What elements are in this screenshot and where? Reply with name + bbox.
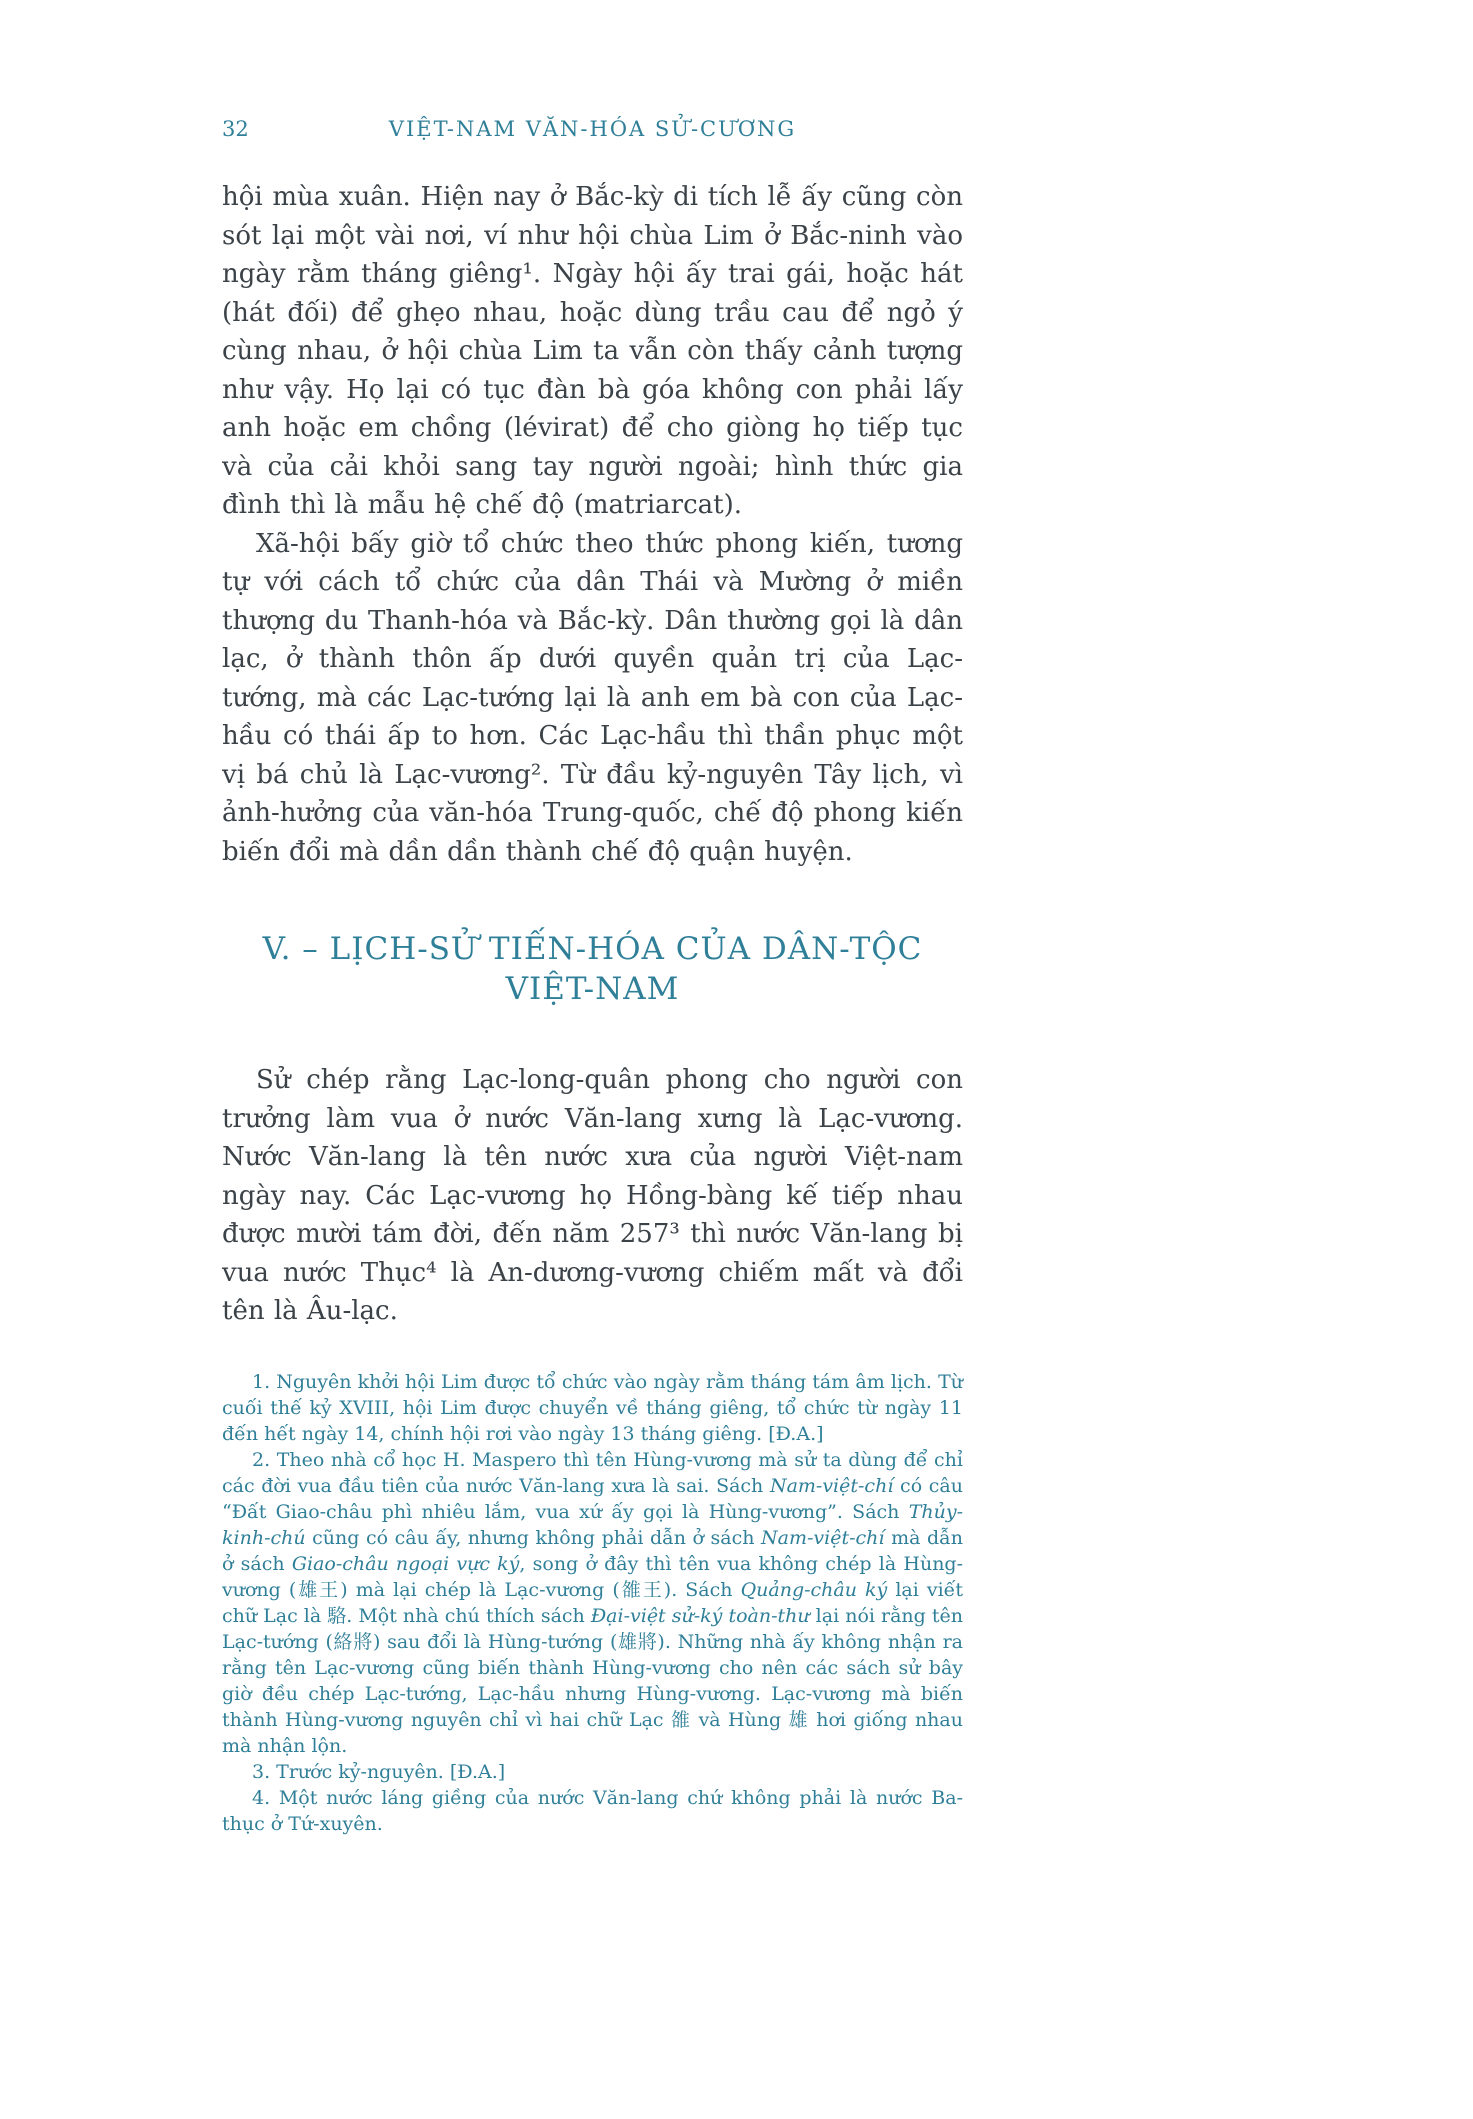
footnote-text: 3. Trước kỷ-nguyên. [Đ.A.] bbox=[252, 1760, 506, 1783]
footnote-text: lại nói rằng tên Lạc-tướng (絡將) sau đổi là Hùng-tướng (雄將). Những nhà ấy không nhận ra rằng tên Lạc-vương cũng biến thành Hùng-vương cho nên các sách sử bây giờ đều chép Lạc-tướng, Lạc-hầu nhưng Hùng-vương. Lạc-vương mà biến thành Hùng-vương nguyên chỉ vì hai chữ Lạc 雒 và Hùng 雄 hơi giống nhau mà nhận lộn. bbox=[222, 1604, 963, 1757]
footnote-4 bbox=[222, 1785, 963, 1837]
paragraph-history: Sử chép rằng Lạc-long-quân phong cho người con trưởng làm vua ở nước Văn-lang xưng là Lạc-vương. Nước Văn-lang là tên nước xưa của người Việt-nam ngày nay. Các Lạc-vương họ Hồng-bàng kế tiếp nhau được mười tám đời, đến năm 257³ thì nước Văn-lang bị vua nước Thục⁴ là An-dương-vương chiếm mất và đổi tên là Âu-lạc. bbox=[222, 1065, 963, 1326]
page-header bbox=[222, 116, 963, 142]
footnote-text: 4. Một nước láng giềng của nước Văn-lang chứ không phải là nước Ba-thục ở Tứ-xuyên. bbox=[222, 1786, 963, 1835]
footnote-book-title: Thủy-kinh-chú bbox=[222, 1500, 963, 1549]
footnote-book-title: Quảng-châu ký bbox=[740, 1578, 888, 1601]
footnote-2 bbox=[222, 1447, 963, 1759]
footnote-text: mà dẫn ở sách bbox=[222, 1526, 963, 1575]
footnote-text: có câu “Đất Giao-châu phì nhiêu lắm, vua xứ ấy gọi là Hùng-vương”. Sách bbox=[222, 1474, 963, 1523]
footnote-text: 1. Nguyên khởi hội Lim được tổ chức vào ngày rằm tháng tám âm lịch. Từ cuối thế kỷ XVIII, hội Lim được chuyển về tháng giêng, tổ chức từ ngày 11 đến hết ngày 14, chính hội rơi vào ngày 13 tháng giêng. [Đ.A.] bbox=[222, 1370, 963, 1445]
paragraph-society: Xã-hội bấy giờ tổ chức theo thức phong kiến, tương tự với cách tổ chức của dân Thái và Mường ở miền thượng du Thanh-hóa và Bắc-kỳ. Dân thường gọi là dân lạc, ở thành thôn ấp dưới quyền quản trị của Lạc-tướng, mà các Lạc-tướng lại là anh em bà con của Lạc-hầu có thái ấp to hơn. Các Lạc-hầu thì thần phục một vị bá chủ là Lạc-vương². Từ đầu kỷ-nguyên Tây lịch, vì ảnh-hưởng của văn-hóa Trung-quốc, chế độ phong kiến biến đổi mà dần dần thành chế độ quận huyện. bbox=[222, 528, 963, 867]
footnote-text: cũng có câu ấy, nhưng không phải dẫn ở sách bbox=[305, 1526, 762, 1549]
footnote-text: 2. Theo nhà cổ học H. Maspero thì tên Hùng-vương mà sử ta dùng để chỉ các đời vua đầu tiên của nước Văn-lang xưa là sai. Sách bbox=[222, 1448, 963, 1497]
footnote-book-title: Nam-việt-chí bbox=[769, 1474, 894, 1497]
paragraph-continuation: hội mùa xuân. Hiện nay ở Bắc-kỳ di tích lễ ấy cũng còn sót lại một vài nơi, ví như hội chùa Lim ở Bắc-ninh vào ngày rằm tháng giêng¹. Ngày hội ấy trai gái, hoặc hát (hát đối) để ghẹo nhau, hoặc dùng trầu cau để ngỏ ý cùng nhau, ở hội chùa Lim ta vẫn còn thấy cảnh tượng như vậy. Họ lại có tục đàn bà góa không con phải lấy anh hoặc em chồng (lévirat) để cho giòng họ tiếp tục và của cải khỏi sang tay người ngoài; hình thức gia đình thì là mẫu hệ chế độ (matriarcat). bbox=[222, 182, 963, 520]
text-column bbox=[222, 116, 963, 1837]
footnote-3 bbox=[222, 1759, 963, 1785]
section-heading: V. – LỊCH-SỬ TIẾN-HÓA CỦA DÂN-TỘC VIỆT-NAM bbox=[262, 931, 923, 1007]
running-title: VIỆT-NAM VĂN-HÓA SỬ-CƯƠNG bbox=[388, 117, 797, 141]
footnote-1 bbox=[222, 1369, 963, 1447]
footnote-book-title: Đại-việt sử-ký toàn-thư bbox=[590, 1604, 810, 1627]
footnote-book-title: Nam-việt-chí bbox=[761, 1526, 885, 1549]
footnote-text: , song ở đây thì tên vua không chép là Hùng-vương (雄王) mà lại chép là Lạc-vương (雒王). Sách bbox=[222, 1552, 964, 1601]
footnote-text: lại viết chữ Lạc là 駱. Một nhà chú thích sách bbox=[222, 1578, 963, 1627]
page-number: 32 bbox=[222, 117, 249, 141]
footnote-book-title: Giao-châu ngoại vực ký bbox=[291, 1552, 520, 1575]
footnotes bbox=[222, 1369, 963, 1837]
